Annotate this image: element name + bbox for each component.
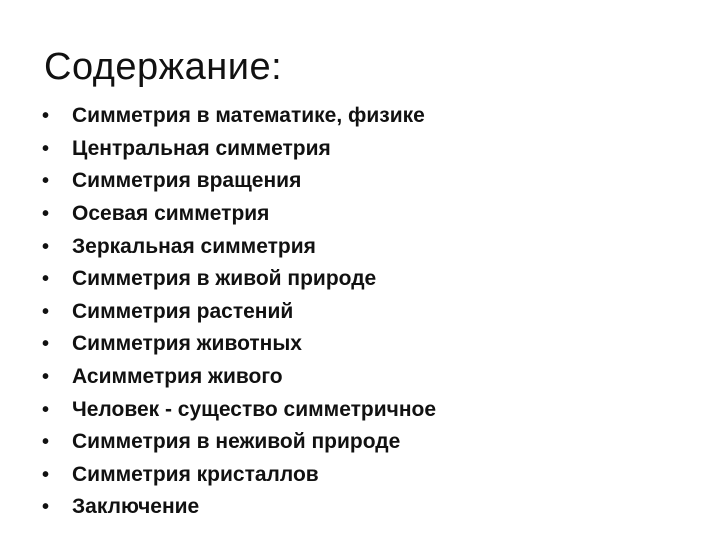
bullet-icon: • [42,203,50,226]
list-item-text: Симметрия растений [72,299,294,323]
list-item-text: Симметрия в математике, физике [72,104,425,128]
list-item-text: Симметрия вращения [72,169,302,193]
bullet-icon: • [42,431,50,454]
bullet-icon: • [42,398,50,421]
list-item-text: Симметрия кристаллов [72,462,319,486]
list-item [40,361,700,394]
bullet-icon: • [42,105,50,128]
bullet-icon: • [42,235,50,258]
bullet-icon: • [42,496,50,519]
list-item-text: Человек - существо симметричное [72,397,437,421]
list-item [40,230,700,263]
list-item [40,165,700,198]
contents-list [40,100,700,524]
slide-title: Содержание: [44,46,283,88]
list-item-text: Зеркальная симметрия [72,234,316,258]
list-item [40,198,700,231]
list-item [40,263,700,296]
list-item [40,133,700,166]
list-item [40,459,700,492]
list-item [40,328,700,361]
list-item [40,426,700,459]
bullet-icon: • [42,463,50,486]
bullet-icon: • [42,366,50,389]
bullet-icon: • [42,333,50,356]
list-item-text: Осевая симметрия [72,202,270,226]
list-item-text: Центральная симметрия [72,136,331,160]
bullet-icon: • [42,170,50,193]
list-item-text: Заключение [72,495,200,519]
list-item [40,393,700,426]
list-item [40,491,700,524]
list-item-text: Симметрия в неживой природе [72,430,401,454]
list-item-text: Симметрия животных [72,332,302,356]
bullet-icon: • [42,137,50,160]
list-item [40,100,700,133]
bullet-icon: • [42,268,50,291]
list-item-text: Асимметрия живого [72,365,283,389]
bullet-icon: • [42,300,50,323]
list-item [40,296,700,329]
list-item-text: Симметрия в живой природе [72,267,377,291]
